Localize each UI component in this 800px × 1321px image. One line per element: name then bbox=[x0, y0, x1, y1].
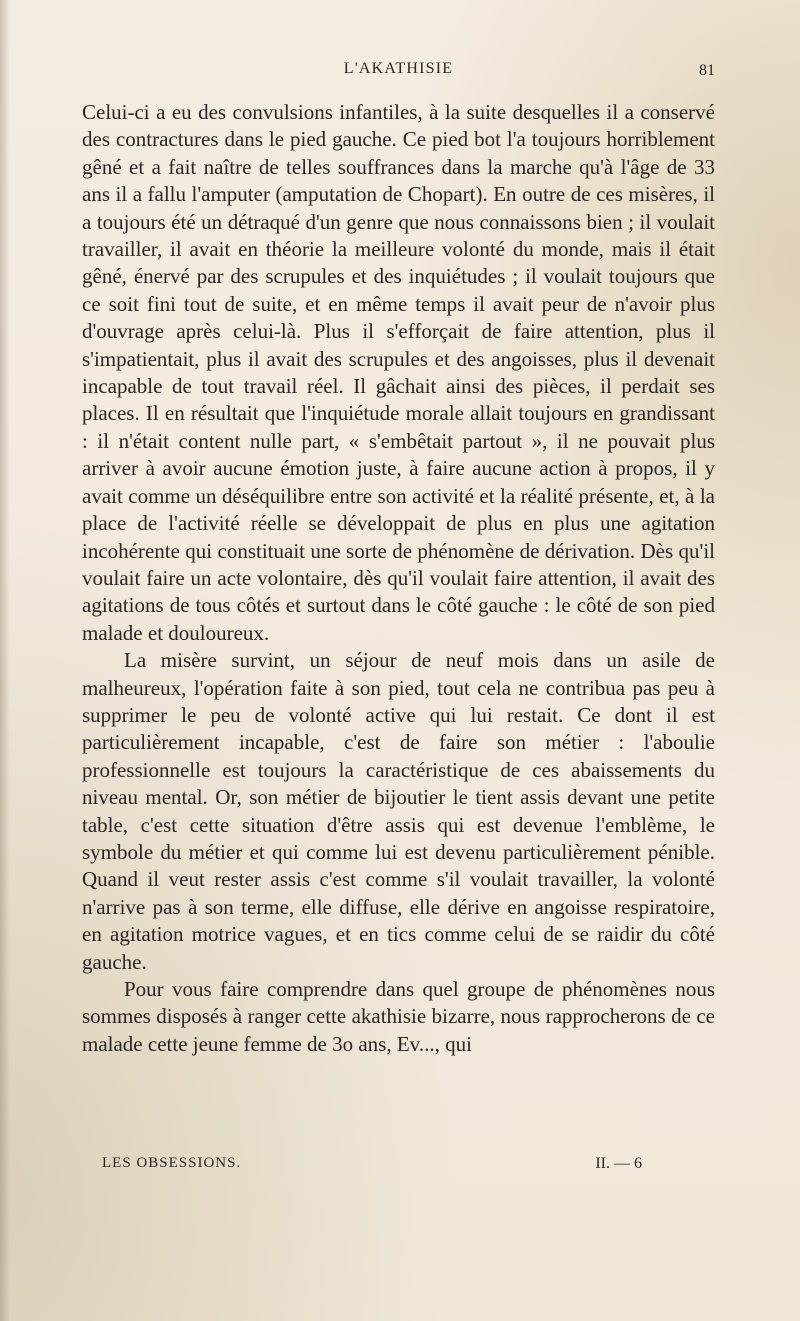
page-footer bbox=[82, 1155, 642, 1179]
page-number: 81 bbox=[699, 62, 715, 79]
signature-number: II. — 6 bbox=[595, 1155, 642, 1172]
paragraph-1: Celui-ci a eu des convulsions infantiles, à la suite desquelles il a conservé des contractures dans le pied gauche. Ce pied bot l'a toujours horriblement gêné et a fait naître de telles souffrances dans la marche qu'à l'âge de 33 ans il a fallu l'amputer (amputation de Chopart). En outre de ces misères, il a toujours été un détraqué d'un genre que nous connaissons bien ; il voulait travailler, il avait en théorie la meilleure volonté du monde, mais il était gêné, énervé par des scrupules et des inquiétudes ; il voulait toujours que ce soit fini tout de suite, et en même temps il avait peur de n'avoir plus d'ouvrage après celui-là. Plus il s'efforçait de faire attention, plus il s'impatientait, plus il avait des scrupules et des angoisses, plus il devenait incapable de tout travail réel. Il gâchait ainsi des pièces, il perdait ses places. Il en résultait que l'inquiétude morale allait toujours en grandissant : il n'était content nulle part, « s'embêtait partout », il ne pouvait plus arriver à avoir aucune émotion juste, à faire aucune action à propos, il y avait comme un déséquilibre entre son activité et la réalité présente, et, à la place de l'activité réelle se développait de plus en plus une agitation incohérente qui constituait une sorte de phénomène de dérivation. Dès qu'il voulait faire un acte volontaire, dès qu'il voulait faire attention, il avait des agitations de tous côtés et surtout dans le côté gauche : le côté de son pied malade et douloureux. bbox=[82, 100, 715, 645]
page-edge-shadow bbox=[0, 0, 10, 1321]
running-title: L'AKATHISIE bbox=[343, 60, 454, 77]
body-text bbox=[82, 99, 715, 1058]
paragraph-3: Pour vous faire comprendre dans quel groupe de phénomènes nous sommes disposés à ranger cette akathisie bizarre, nous rapprocherons de ce malade cette jeune femme de 3o ans, Ev..., qui bbox=[82, 977, 715, 1056]
paragraph-2: La misère survint, un séjour de neuf mois dans un asile de malheureux, l'opération faite à son pied, tout cela ne contribua pas peu à supprimer le peu de volonté active qui lui restait. Ce dont il est particulièrement incapable, c'est de faire son métier : l'aboulie professionnelle est toujours la caractéristique de ces abaissements du niveau mental. Or, son métier de bijoutier le tient assis devant une petite table, c'est cette situation d'être assis qui est devenue l'emblème, le symbole du métier et qui comme lui est devenu particulièrement pénible. Quand il veut rester assis c'est comme s'il voulait travailler, la volonté n'arrive pas à son terme, elle diffuse, elle dérive en angoisse respiratoire, en agitation motrice vagues, et en tics comme celui de se raidir du côté gauche. bbox=[82, 648, 715, 974]
running-head bbox=[82, 60, 715, 90]
signature-mark: LES OBSESSIONS. bbox=[102, 1155, 242, 1171]
